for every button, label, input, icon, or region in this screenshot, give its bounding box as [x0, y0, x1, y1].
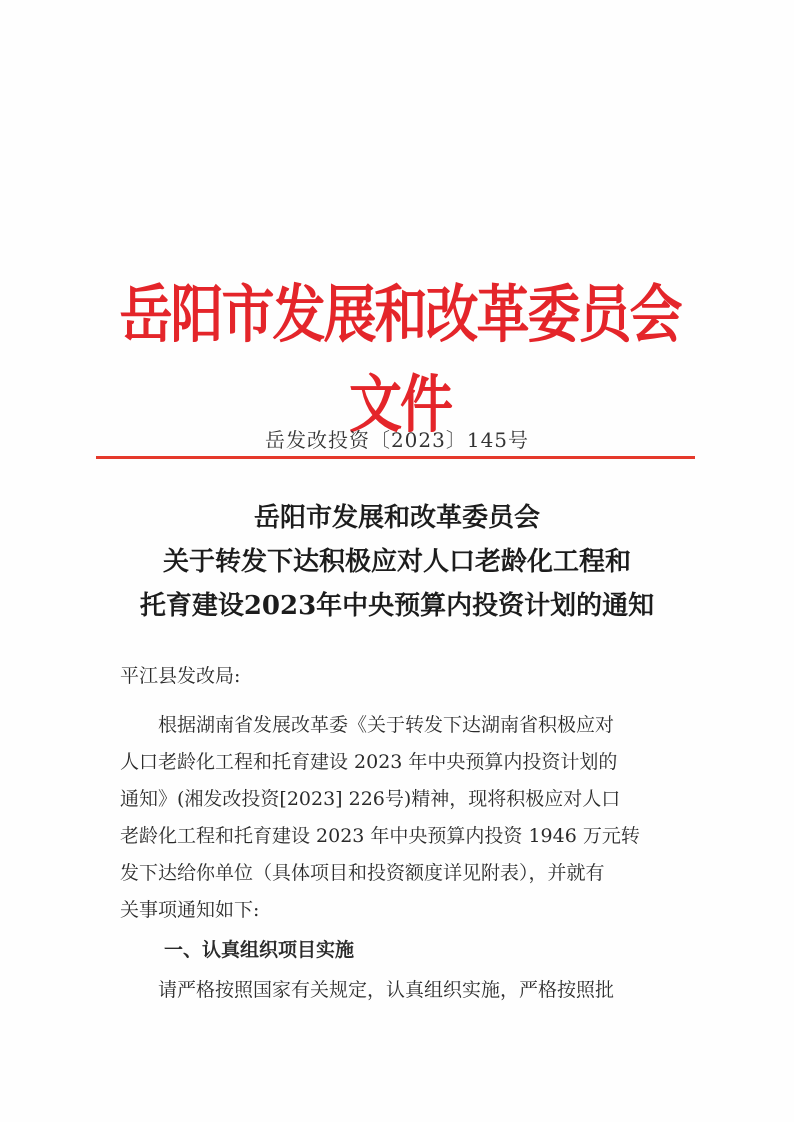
- paragraph-1: [120, 707, 680, 929]
- document-number: 岳发改投资〔2023〕145号: [264, 428, 530, 452]
- paragraph-line: 发下达给你单位（具体项目和投资额度详见附表），并就有: [120, 862, 605, 884]
- addressee: 平江县发改局:: [120, 665, 241, 687]
- paragraph-line: 根据湖南省发展改革委《关于转发下达湖南省积极应对: [158, 714, 615, 736]
- red-divider-line: [96, 456, 695, 459]
- paragraph-2: [120, 972, 680, 1009]
- issuer-header-title: 岳阳市发展和改革委员会文件: [119, 278, 681, 442]
- paragraph-line: 通知》(湘发改投资[2023] 226号)精神，现将积极应对人口: [120, 788, 621, 810]
- paragraph-line: 老龄化工程和托育建设 2023 年中央预算内投资 1946 万元转: [120, 825, 640, 847]
- paragraph-line: 人口老龄化工程和托育建设 2023 年中央预算内投资计划的: [120, 751, 618, 773]
- paragraph-line: 关事项通知如下:: [120, 899, 260, 921]
- title-line: 托育建设2023年中央预算内投资计划的通知: [139, 591, 655, 621]
- title-line: 岳阳市发展和改革委员会: [253, 503, 540, 533]
- document-title: [60, 496, 734, 628]
- section-heading: 一、认真组织项目实施: [164, 939, 355, 961]
- paragraph-line: 请严格按照国家有关规定，认真组织实施，严格按照批: [158, 979, 615, 1001]
- document-body: [120, 660, 680, 1009]
- title-line: 关于转发下达积极应对人口老龄化工程和: [162, 547, 631, 577]
